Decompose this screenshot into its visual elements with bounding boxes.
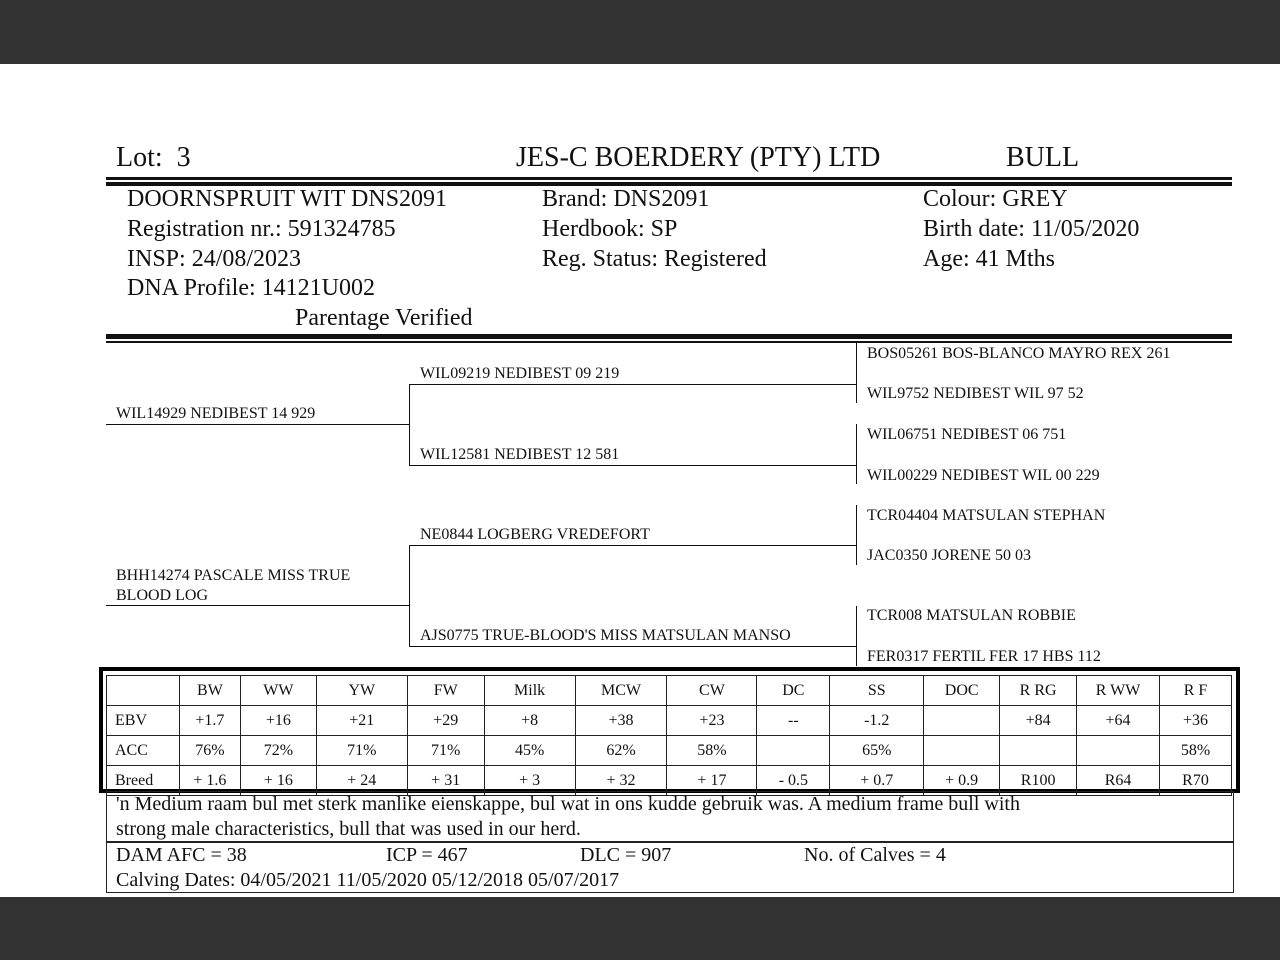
reg-status: Reg. Status: Registered bbox=[542, 246, 767, 272]
animal-name: DOORNSPRUIT WIT DNS2091 bbox=[127, 186, 448, 212]
calving-dates: Calving Dates: 04/05/2021 11/05/2020 05/12/2018 05/07/2017 bbox=[116, 869, 620, 891]
header-cell: R RG bbox=[1000, 676, 1077, 706]
dna-profile: DNA Profile: 14121U002 bbox=[127, 275, 375, 301]
info-rule bbox=[106, 341, 1232, 343]
table-cell: R64 bbox=[1077, 766, 1160, 796]
ggp-7: TCR008 MATSULAN ROBBIE bbox=[867, 607, 1076, 624]
table-cell: + 17 bbox=[667, 766, 757, 796]
table-cell: +64 bbox=[1077, 706, 1160, 736]
ggp-1: BOS05261 BOS-BLANCO MAYRO REX 261 bbox=[867, 345, 1171, 362]
table-cell: + 16 bbox=[240, 766, 316, 796]
parentage-status: Parentage Verified bbox=[295, 305, 473, 331]
table-cell: -1.2 bbox=[830, 706, 924, 736]
dam: BHH14274 PASCALE MISS TRUE BLOOD LOG bbox=[116, 567, 351, 604]
table-cell: 45% bbox=[484, 736, 575, 766]
lot-number: 3 bbox=[176, 142, 191, 173]
icp: ICP = 467 bbox=[386, 844, 468, 866]
row-label: EBV bbox=[107, 706, 180, 736]
sire-sire: WIL09219 NEDIBEST 09 219 bbox=[420, 365, 620, 382]
header-cell: YW bbox=[316, 676, 407, 706]
comment-line-1: 'n Medium raam bul met sterk manlike eienskappe, bul wat in ons kudde gebruik was. A medium frame bull with bbox=[116, 793, 1020, 815]
herdbook: Herdbook: SP bbox=[542, 216, 678, 242]
acc-row bbox=[107, 736, 1232, 766]
sire-dam: WIL12581 NEDIBEST 12 581 bbox=[420, 446, 620, 463]
header-cell: R WW bbox=[1077, 676, 1160, 706]
header-cell: R F bbox=[1160, 676, 1232, 706]
table-cell: + 31 bbox=[407, 766, 484, 796]
viewer-bottom-bar bbox=[0, 897, 1280, 960]
header-cell: BW bbox=[179, 676, 240, 706]
table-cell: 71% bbox=[316, 736, 407, 766]
table-cell: 65% bbox=[830, 736, 924, 766]
ggp-5: TCR04404 MATSULAN STEPHAN bbox=[867, 507, 1106, 524]
table-cell: +8 bbox=[484, 706, 575, 736]
header-cell: FW bbox=[407, 676, 484, 706]
table-cell: +84 bbox=[1000, 706, 1077, 736]
info-rule-thick bbox=[106, 334, 1232, 339]
insp-date: INSP: 24/08/2023 bbox=[127, 246, 302, 272]
row-label: ACC bbox=[107, 736, 180, 766]
header-cell bbox=[107, 676, 180, 706]
table-cell: + 1.6 bbox=[179, 766, 240, 796]
lot-label bbox=[116, 142, 191, 174]
sire: WIL14929 NEDIBEST 14 929 bbox=[116, 405, 316, 422]
ggp-2: WIL9752 NEDIBEST WIL 97 52 bbox=[867, 385, 1084, 402]
registration-number: Registration nr.: 591324785 bbox=[127, 216, 396, 242]
dam-afc: DAM AFC = 38 bbox=[116, 844, 247, 866]
table-cell bbox=[924, 736, 1000, 766]
table-cell: R70 bbox=[1160, 766, 1232, 796]
table-cell: +38 bbox=[575, 706, 667, 736]
table-cell bbox=[1000, 736, 1077, 766]
table-cell: 58% bbox=[667, 736, 757, 766]
table-cell: +1.7 bbox=[179, 706, 240, 736]
brand: Brand: DNS2091 bbox=[542, 186, 710, 212]
table-cell: +36 bbox=[1160, 706, 1232, 736]
comment-line-2: strong male characteristics, bull that was used in our herd. bbox=[116, 818, 581, 840]
header-cell: MCW bbox=[575, 676, 667, 706]
table-cell: 72% bbox=[240, 736, 316, 766]
ebv-header-row bbox=[107, 676, 1232, 706]
table-cell: + 32 bbox=[575, 766, 667, 796]
header-rule bbox=[106, 177, 1232, 180]
ebv-row bbox=[107, 706, 1232, 736]
header-cell: SS bbox=[830, 676, 924, 706]
viewer-top-bar bbox=[0, 0, 1280, 64]
table-cell: 76% bbox=[179, 736, 240, 766]
table-cell: 71% bbox=[407, 736, 484, 766]
header-cell: DC bbox=[757, 676, 830, 706]
sex-label: BULL bbox=[1006, 142, 1080, 173]
table-cell bbox=[1077, 736, 1160, 766]
table-cell: + 0.9 bbox=[924, 766, 1000, 796]
table-cell: 62% bbox=[575, 736, 667, 766]
table-cell: + 0.7 bbox=[830, 766, 924, 796]
table-cell: - 0.5 bbox=[757, 766, 830, 796]
table-cell bbox=[924, 706, 1000, 736]
table-cell: +21 bbox=[316, 706, 407, 736]
table-cell: +29 bbox=[407, 706, 484, 736]
number-of-calves: No. of Calves = 4 bbox=[804, 844, 946, 866]
table-cell: 58% bbox=[1160, 736, 1232, 766]
header-cell: CW bbox=[667, 676, 757, 706]
colour: Colour: GREY bbox=[923, 186, 1068, 212]
dam-sire: NE0844 LOGBERG VREDEFORT bbox=[420, 526, 650, 543]
ebv-table bbox=[106, 675, 1232, 796]
ggp-4: WIL00229 NEDIBEST WIL 00 229 bbox=[867, 467, 1100, 484]
table-cell: R100 bbox=[1000, 766, 1077, 796]
dlc: DLC = 907 bbox=[580, 844, 672, 866]
breeder-name: JES-C BOERDERY (PTY) LTD bbox=[516, 142, 881, 173]
header-cell: WW bbox=[240, 676, 316, 706]
row-label: Breed bbox=[107, 766, 180, 796]
header-cell: Milk bbox=[484, 676, 575, 706]
table-cell: +23 bbox=[667, 706, 757, 736]
ggp-6: JAC0350 JORENE 50 03 bbox=[867, 547, 1032, 564]
table-cell bbox=[757, 736, 830, 766]
table-cell: + 3 bbox=[484, 766, 575, 796]
ggp-3: WIL06751 NEDIBEST 06 751 bbox=[867, 426, 1067, 443]
table-cell: +16 bbox=[240, 706, 316, 736]
ggp-8: FER0317 FERTIL FER 17 HBS 112 bbox=[867, 648, 1101, 665]
birth-date: Birth date: 11/05/2020 bbox=[923, 216, 1140, 242]
header-cell: DOC bbox=[924, 676, 1000, 706]
table-cell: + 24 bbox=[316, 766, 407, 796]
table-cell: -- bbox=[757, 706, 830, 736]
age: Age: 41 Mths bbox=[923, 246, 1055, 272]
dam-dam: AJS0775 TRUE-BLOOD'S MISS MATSULAN MANSO bbox=[420, 627, 791, 644]
lot-label-text: Lot: bbox=[116, 142, 163, 173]
